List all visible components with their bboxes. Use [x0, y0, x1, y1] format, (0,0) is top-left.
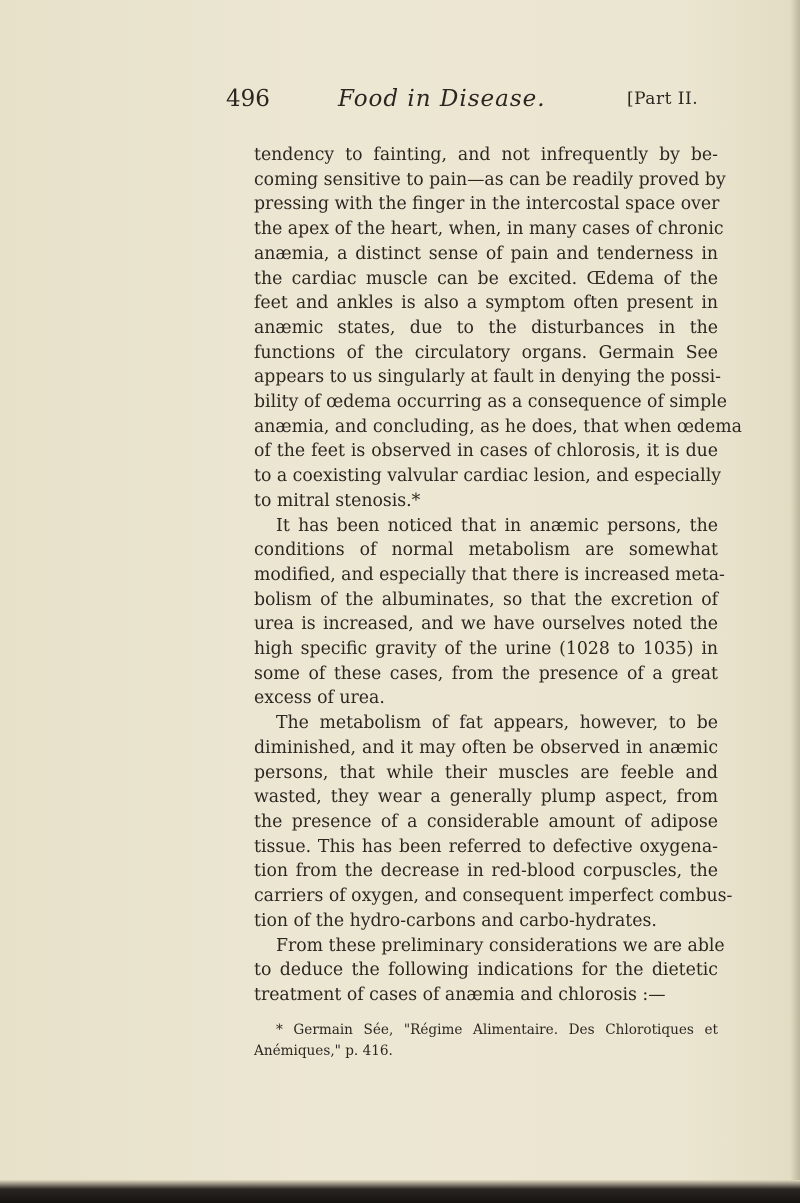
text-line: modified, and especially that there is increased meta- [254, 564, 725, 585]
footnote-line: * Germain Sée, "Régime Alimentaire. Des Chlorotiques et [276, 1022, 718, 1038]
text-line: the apex of the heart, when, in many cases of chronic [254, 219, 724, 240]
text-line: bolism of the albuminates, so that the excretion of [254, 589, 718, 610]
text-line: diminished, and it may often be observed in anæmic [254, 737, 718, 758]
text-line: From these preliminary considerations we are able [276, 935, 725, 956]
text-line: anæmia, a distinct sense of pain and tenderness in [254, 243, 718, 264]
text-line: anæmia, and concluding, as he does, that when œdema [254, 416, 742, 437]
text-line: conditions of normal metabolism are somewhat [254, 540, 718, 561]
text-line: The metabolism of fat appears, however, to be [276, 713, 718, 734]
text-line: tion from the decrease in red-blood corpuscles, the [254, 861, 718, 882]
text-line: functions of the circulatory organs. Germain See [254, 342, 718, 363]
body-text [254, 143, 742, 1008]
text-line: anæmic states, due to the disturbances in the [254, 317, 718, 338]
text-line: the cardiac muscle can be excited. Œdema of the [254, 268, 718, 289]
page-header [226, 86, 736, 120]
text-line: the presence of a considerable amount of adipose [254, 811, 718, 832]
text-line: excess of urea. [254, 688, 385, 709]
text-line: to a coexisting valvular cardiac lesion, and especially [254, 466, 721, 487]
text-line: tion of the hydro-carbons and carbo-hydrates. [254, 910, 657, 931]
page-number: 496 [226, 86, 270, 112]
text-line: coming sensitive to pain—as can be readily proved by [254, 169, 726, 190]
footnote [254, 1020, 718, 1062]
part-label: [Part II. [627, 89, 699, 109]
text-line: some of these cases, from the presence of a great [254, 663, 718, 684]
text-line: tendency to fainting, and not infrequently by be- [254, 145, 718, 165]
text-line: treatment of cases of anæmia and chlorosis :— [254, 984, 666, 1005]
footnote-line: Anémiques," p. 416. [254, 1043, 393, 1059]
text-line: feet and ankles is also a symptom often present in [254, 293, 718, 314]
text-line: wasted, they wear a generally plump aspect, from [254, 787, 718, 808]
text-line: bility of œdema occurring as a consequence of simple [254, 392, 727, 413]
running-title: Food in Disease. [338, 86, 546, 112]
scan-bottom-edge [0, 1180, 800, 1203]
text-line: of the feet is observed in cases of chlorosis, it is due [254, 441, 718, 462]
text-line: carriers of oxygen, and consequent imperfect combus- [254, 886, 733, 907]
text-line: urea is increased, and we have ourselves noted the [254, 614, 718, 635]
text-line: tissue. This has been referred to defective oxygena- [254, 836, 718, 857]
text-line: It has been noticed that in anæmic persons, the [276, 515, 718, 536]
text-line: appears to us singularly at fault in denying the possi- [254, 367, 721, 388]
text-line: to deduce the following indications for the dietetic [254, 960, 718, 981]
text-line: persons, that while their muscles are feeble and [254, 762, 718, 783]
text-line: high specific gravity of the urine (1028 to 1035) in [254, 639, 718, 660]
page-edge-shadow [790, 0, 800, 1203]
text-line: pressing with the finger in the intercostal space over [254, 194, 720, 215]
text-line: to mitral stenosis.* [254, 490, 421, 511]
